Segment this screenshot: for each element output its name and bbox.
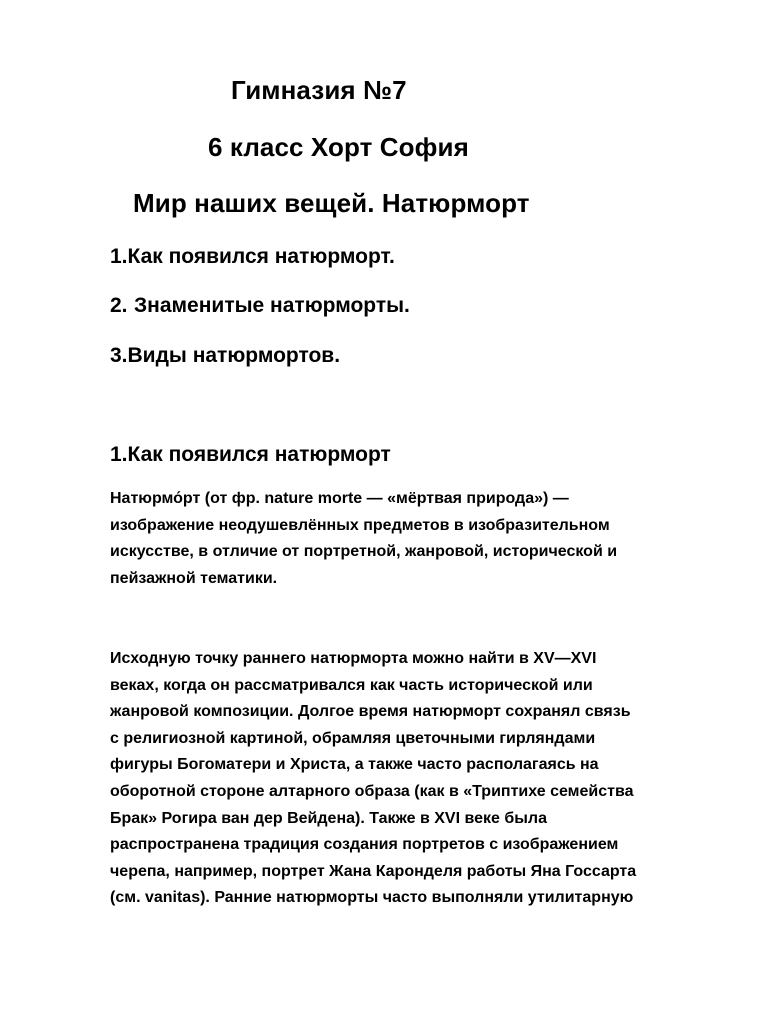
toc-item-number: 3. [110,344,128,367]
paragraph-line: веках, когда он рассматривался как часть исторической или [110,676,593,694]
paragraph-line: жанровой композиции. Долгое время натюрморт сохранял связь [110,703,631,721]
paragraph-line: Натюрмо́рт (от фр. nature morte — «мёртвая природа») — [110,490,569,507]
paragraph-line: с религиозной картиной, обрамляя цветочными гирляндами [110,729,596,747]
toc-item [110,342,340,370]
school-title: Гимназия №7 [231,75,407,105]
toc-item-label: Виды натюрмортов. [127,344,341,367]
toc-item [110,292,410,320]
student-line: 6 класс Хорт София [208,132,469,162]
paragraph-line: распространена традиция создания портретов с изображением [110,836,619,854]
paragraph-line: искусстве, в отличие от портретной, жанровой, исторической и [110,543,618,561]
paragraph-line: (см. vanitas). Ранние натюрморты часто выполняли утилитарную [110,889,634,907]
paragraph-line: оборотной стороне алтарного образа (как в «Триптихе семейства [110,782,634,800]
toc-item-number: 2. [110,294,128,317]
paragraph-line: черепа, например, портрет Жана Каронделя работы Яна Госсарта [110,862,637,880]
topic-title: Мир наших вещей. Натюрморт [133,188,530,218]
section-heading: 1.Как появился натюрморт [110,443,391,466]
paragraph-line: изображение неодушевлённых предметов в изобразительном [110,516,610,534]
paragraph-definition [110,486,710,592]
toc-item-label: Знаменитые натюрморты. [134,294,410,317]
paragraph-line: пейзажной тематики. [110,569,278,587]
paragraph-line: Исходную точку раннего натюрморта можно найти в XV—XVI [110,650,597,667]
toc-item [110,243,395,271]
toc-item-number: 1. [110,245,128,268]
paragraph-history [110,646,710,912]
paragraph-line: фигуры Богоматери и Христа, а также часто располагаясь на [110,756,599,774]
toc-item-label: Как появился натюрморт. [127,245,395,268]
paragraph-line: Брак» Рогира ван дер Вейдена). Также в XVI веке была [110,809,547,827]
